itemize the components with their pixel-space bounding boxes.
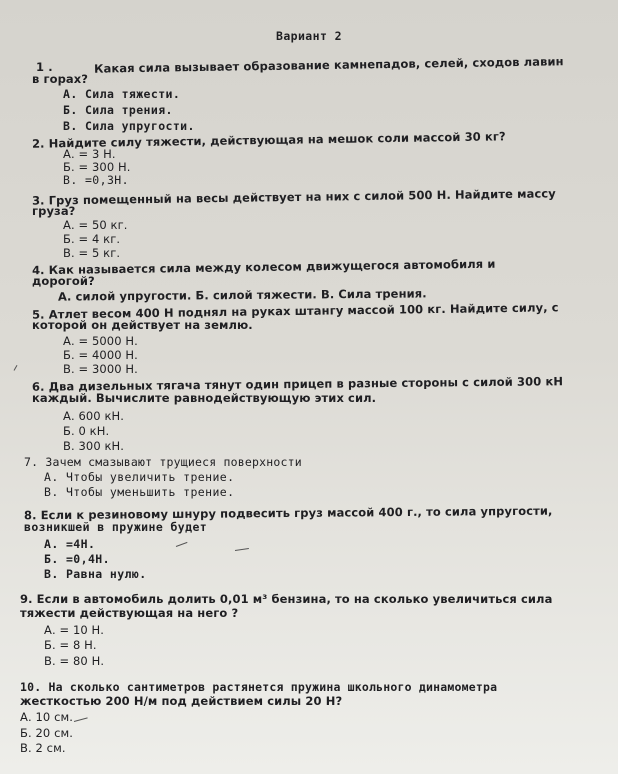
q1-answer-a: А. Сила тяжести.	[63, 87, 181, 101]
q10-text-line1: 10. На сколько сантиметров растянется пружина школьного динамометра	[20, 680, 498, 694]
q3-text-line2: груза?	[32, 204, 76, 218]
q6-answer-c: В. 300 кН.	[63, 439, 125, 453]
q4-text-line1: 4. Как называется сила между колесом движущегося автомобиля и	[31, 256, 496, 278]
q10-answer-c: В. 2 см.	[20, 741, 66, 755]
q10-answer-b: Б. 20 см.	[20, 726, 74, 740]
q7-text: 7. Зачем смазывают трущиеся поверхности	[24, 455, 302, 469]
q4-text-line2: дорогой?	[32, 274, 95, 288]
q1-answer-c: В. Сила упругости.	[63, 119, 195, 133]
q9-answer-b: Б. = 8 Н.	[44, 638, 97, 652]
pen-mark	[235, 548, 249, 551]
q3-text-line1: 3. Груз помещенный на весы действует на них с силой 500 Н. Найдите массу	[31, 186, 556, 208]
q1-answer-b: Б. Сила трения.	[63, 103, 173, 117]
q9-answer-c: В. = 80 Н.	[44, 654, 105, 668]
pen-mark	[14, 365, 18, 371]
q4-answers: А. силой упругости. Б. силой тяжести. В. Сила трения.	[57, 286, 427, 304]
q7-answer-b: В. Чтобы уменьшить трение.	[44, 485, 235, 499]
q8-text-line1: 8. Если к резиновому шнуру подвесить груз массой 400 г., то сила упругости,	[23, 503, 553, 523]
q1-text-line2: в горах?	[32, 72, 89, 86]
q2-answer-b: Б. = 300 Н.	[63, 160, 131, 174]
q6-text-line2: каждый. Вычислите равнодействующую этих сил.	[32, 391, 377, 405]
q2-answer-c: В. =0,3Н.	[63, 173, 129, 187]
q9-answer-a: А. = 10 Н.	[44, 623, 105, 637]
q5-text-line2: которой он действует на землю.	[32, 318, 253, 332]
q6-answer-a: А. 600 кН.	[63, 409, 125, 423]
q10-text-line2: жесткостью 200 Н/м под действием силы 20 Н?	[20, 694, 343, 708]
q8-answer-c: В. Равна нулю.	[44, 567, 147, 581]
q5-answer-a: А. = 5000 Н.	[63, 334, 138, 348]
pen-mark	[176, 542, 188, 547]
q6-text-line1: 6. Два дизельных тягача тянут один прицеп в разные стороны с силой 300 кН	[31, 374, 564, 394]
q1-text-line1: Какая сила вызывает образование камнепадов, селей, сходов лавин	[93, 54, 564, 76]
q3-answer-a: А. = 50 кг.	[63, 218, 128, 232]
q2-text: 2. Найдите силу тяжести, действующая на мешок соли массой 30 кг?	[31, 129, 506, 151]
q5-answer-c: В. = 3000 Н.	[63, 362, 138, 376]
q3-answer-b: Б. = 4 кг.	[63, 232, 121, 246]
q1-number: 1 .	[36, 60, 53, 74]
q3-answer-c: В. = 5 кг.	[63, 246, 121, 260]
q5-answer-b: Б. = 4000 Н.	[63, 348, 138, 362]
variant-title: Вариант 2	[276, 29, 342, 43]
q5-text-line1: 5. Атлет весом 400 Н поднял на руках штангу массой 100 кг. Найдите силу, с	[31, 300, 559, 322]
q8-answer-b: Б. =0,4Н.	[44, 552, 110, 566]
q2-answer-a: А. = 3 Н.	[63, 147, 116, 161]
q7-answer-a: А. Чтобы увеличить трение.	[44, 470, 235, 484]
q6-answer-b: Б. 0 кН.	[63, 424, 110, 438]
q10-answer-a: А. 10 см.	[20, 710, 74, 724]
q8-text-line2: возникшей в пружине будет	[24, 520, 208, 534]
q8-answer-a: А. =4Н.	[44, 537, 96, 551]
pen-mark	[74, 717, 88, 722]
q9-text-line2: тяжести действующая на него ?	[20, 606, 239, 620]
q9-text-line1: 9. Если в автомобиль долить 0,01 м³ бензина, то на сколько увеличиться сила	[20, 592, 553, 606]
